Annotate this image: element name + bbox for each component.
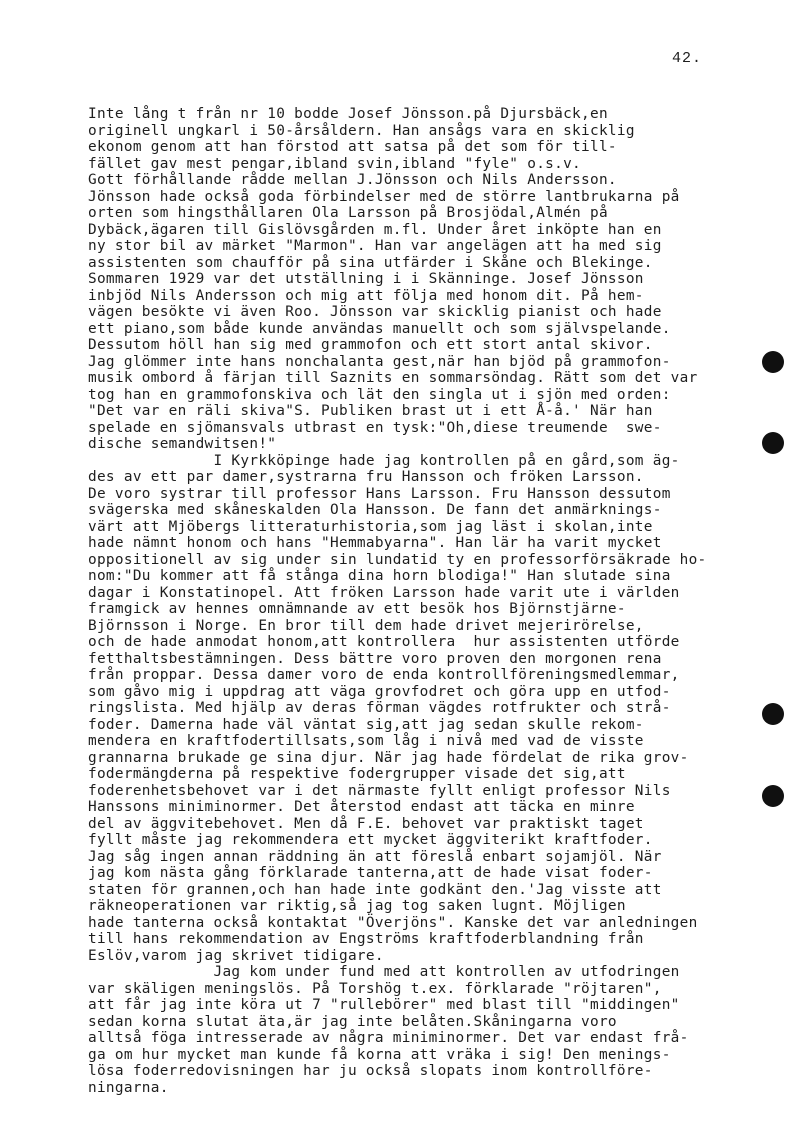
text-line: som gåvo mig i uppdrag att väga grovfodret och göra upp en utfod- [88, 683, 671, 700]
page-number: 42. [672, 50, 703, 67]
text-line: och de hade anmodat honom,att kontrollera hur assistenten utförde [88, 634, 680, 650]
text-line: Gott förhållande rådde mellan J.Jönsson och Nils Andersson. [88, 172, 617, 188]
text-line: tog han en grammofonskiva och lät den singla ut i sjön med orden: [88, 386, 671, 403]
text-line: sedan korna slutat äta,är jag inte belåten.Skåningarna voro [88, 1013, 617, 1030]
text-line: räkneoperationen var riktig,så jag tog saken lugnt. Möjligen [88, 898, 626, 914]
text-line: fället gav mest pengar,ibland svin,ibland "fyle" o.s.v. [88, 155, 582, 172]
text-line: De voro systrar till professor Hans Larsson. Fru Hansson dessutom [88, 485, 671, 502]
text-line: fodermängderna på respektive fodergrupper visade det sig,att [88, 766, 626, 782]
text-line: oppositionell av sig under sin lundatid ty en professorförsäkrade ho- [88, 551, 707, 568]
text-line: Jag såg ingen annan räddning än att föreslå enbart sojamjöl. När [88, 848, 662, 865]
text-line: mendera en kraftfodertillsats,som låg i nivå med vad de visste [88, 733, 644, 749]
text-line: ekonom genom att han förstod att satsa på det som för till- [88, 139, 617, 155]
punch-hole [762, 703, 784, 725]
text-line: framgick av hennes omnämnande av ett besök hos Björnstjärne- [88, 601, 626, 617]
text-line: Sommaren 1929 var det utställning i i Skänninge. Josef Jönsson [88, 271, 644, 287]
text-line: värt att Mjöbergs litteraturhistoria,som jag läst i skolan,inte [88, 518, 653, 535]
text-line: del av äggvitebehovet. Men då F.E. behovet var praktiskt taget [88, 815, 644, 832]
text-line: orten som hingsthållaren Ola Larsson på Brosjödal,Almén på [88, 205, 608, 221]
text-line: musik ombord å färjan till Saznits en sommarsöndag. Rätt som det var [88, 370, 698, 386]
text-line: dische semandwitsen!" [88, 436, 277, 452]
text-line: inbjöd Nils Andersson och mig att följa med honom dit. På hem- [88, 287, 644, 304]
text-line: ny stor bil av märket "Marmon". Han var angelägen att ha med sig [88, 238, 662, 254]
punch-hole [762, 351, 784, 373]
text-line: grannarna brukade ge sina djur. När jag hade fördelat de rika grov- [88, 749, 689, 766]
text-line: Jag kom under fund med att kontrollen av utfodringen [88, 964, 680, 980]
text-line: assistenten som chaufför på sina utfärder i Skåne och Blekinge. [88, 254, 653, 271]
text-line: Eslöv,varom jag skrivet tidigare. [88, 947, 384, 964]
text-line: fyllt måste jag rekommendera ett mycket äggviterikt kraftfoder. [88, 832, 653, 848]
text-line: foder. Damerna hade väl väntat sig,att jag sedan skulle rekom- [88, 716, 644, 733]
text-line: Jag glömmer inte hans nonchalanta gest,när han bjöd på grammofon- [88, 353, 671, 370]
text-line: var skäligen meningslös. På Torshög t.ex. förklarade "röjtaren", [88, 980, 662, 997]
text-line: att får jag inte köra ut 7 "rullebörer" med blast till "middingen" [88, 997, 680, 1013]
text-line: spelade en sjömansvals utbrast en tysk:"Oh,diese treumende swe- [88, 419, 662, 436]
text-line: dagar i Konstatinopel. Att fröken Larsson hade varit ute i världen [88, 584, 680, 601]
text-line: ga om hur mycket man kunde få korna att vräka i sig! Den menings- [88, 1046, 671, 1063]
text-line: Björnsson i Norge. En bror till dem hade drivet mejerirörelse, [88, 617, 644, 634]
text-line: hade tanterna också kontaktat "Överjöns". Kanske det var anledningen [88, 914, 698, 931]
typewritten-text [88, 106, 788, 1096]
text-line: originell ungkarl i 50-årsåldern. Han ansågs vara en skicklig [88, 122, 635, 139]
text-line: ett piano,som både kunde användas manuellt och som självspelande. [88, 320, 671, 337]
text-line: alltså föga intresserade av några miniminormer. Det var endast frå- [88, 1030, 689, 1046]
text-line: ringslista. Med hjälp av deras förman vägdes rotfrukter och strå- [88, 700, 671, 716]
text-line: fetthaltsbestämningen. Dess bättre voro proven den morgonen rena [88, 650, 662, 667]
text-line: ningarna. [88, 1079, 169, 1096]
text-line: Hanssons miniminormer. Det återstod endast att täcka en minre [88, 799, 635, 815]
text-line: Dessutom höll han sig med grammofon och ett stort antal skivor. [88, 337, 653, 353]
text-line: Inte lång t från nr 10 bodde Josef Jönsson.på Djursbäck,en [88, 106, 608, 122]
text-line: foderenhetsbehovet var i det närmaste fyllt enligt professor Nils [88, 782, 671, 799]
text-line: Dybäck,ägaren till Gislövsgården m.fl. Under året inköpte han en [88, 221, 662, 238]
text-line: vägen besökte vi även Roo. Jönsson var skicklig pianist och hade [88, 304, 662, 320]
text-line: I Kyrkköpinge hade jag kontrollen på en gård,som äg- [88, 452, 680, 469]
text-line: till hans rekommendation av Engströms kraftfoderblandning från [88, 931, 644, 947]
text-line: svägerska med skåneskalden Ola Hansson. De fann det anmärknings- [88, 502, 662, 518]
text-line: nom:"Du kommer att få stånga dina horn blodiga!" Han slutade sina [88, 568, 671, 584]
text-line: "Det var en räli skiva"S. Publiken brast ut i ett Å-å.' När han [88, 403, 653, 419]
text-line: des av ett par damer,systrarna fru Hansson och fröken Larsson. [88, 469, 644, 485]
text-line: jag kom nästa gång förklarade tanterna,att de hade visat foder- [88, 865, 653, 881]
text-line: från proppar. Dessa damer voro de enda kontrollföreningsmedlemmar, [88, 667, 680, 683]
punch-hole [762, 432, 784, 454]
text-line: staten för grannen,och han hade inte godkänt den.'Jag visste att [88, 881, 662, 898]
text-line: hade nämnt honom och hans "Hemmabyarna". Han lär ha varit mycket [88, 535, 662, 551]
text-line: lösa foderredovisningen har ju också slopats inom kontrollföre- [88, 1063, 653, 1079]
punch-hole [762, 785, 784, 807]
text-line: Jönsson hade också goda förbindelser med de större lantbrukarna på [88, 188, 680, 205]
